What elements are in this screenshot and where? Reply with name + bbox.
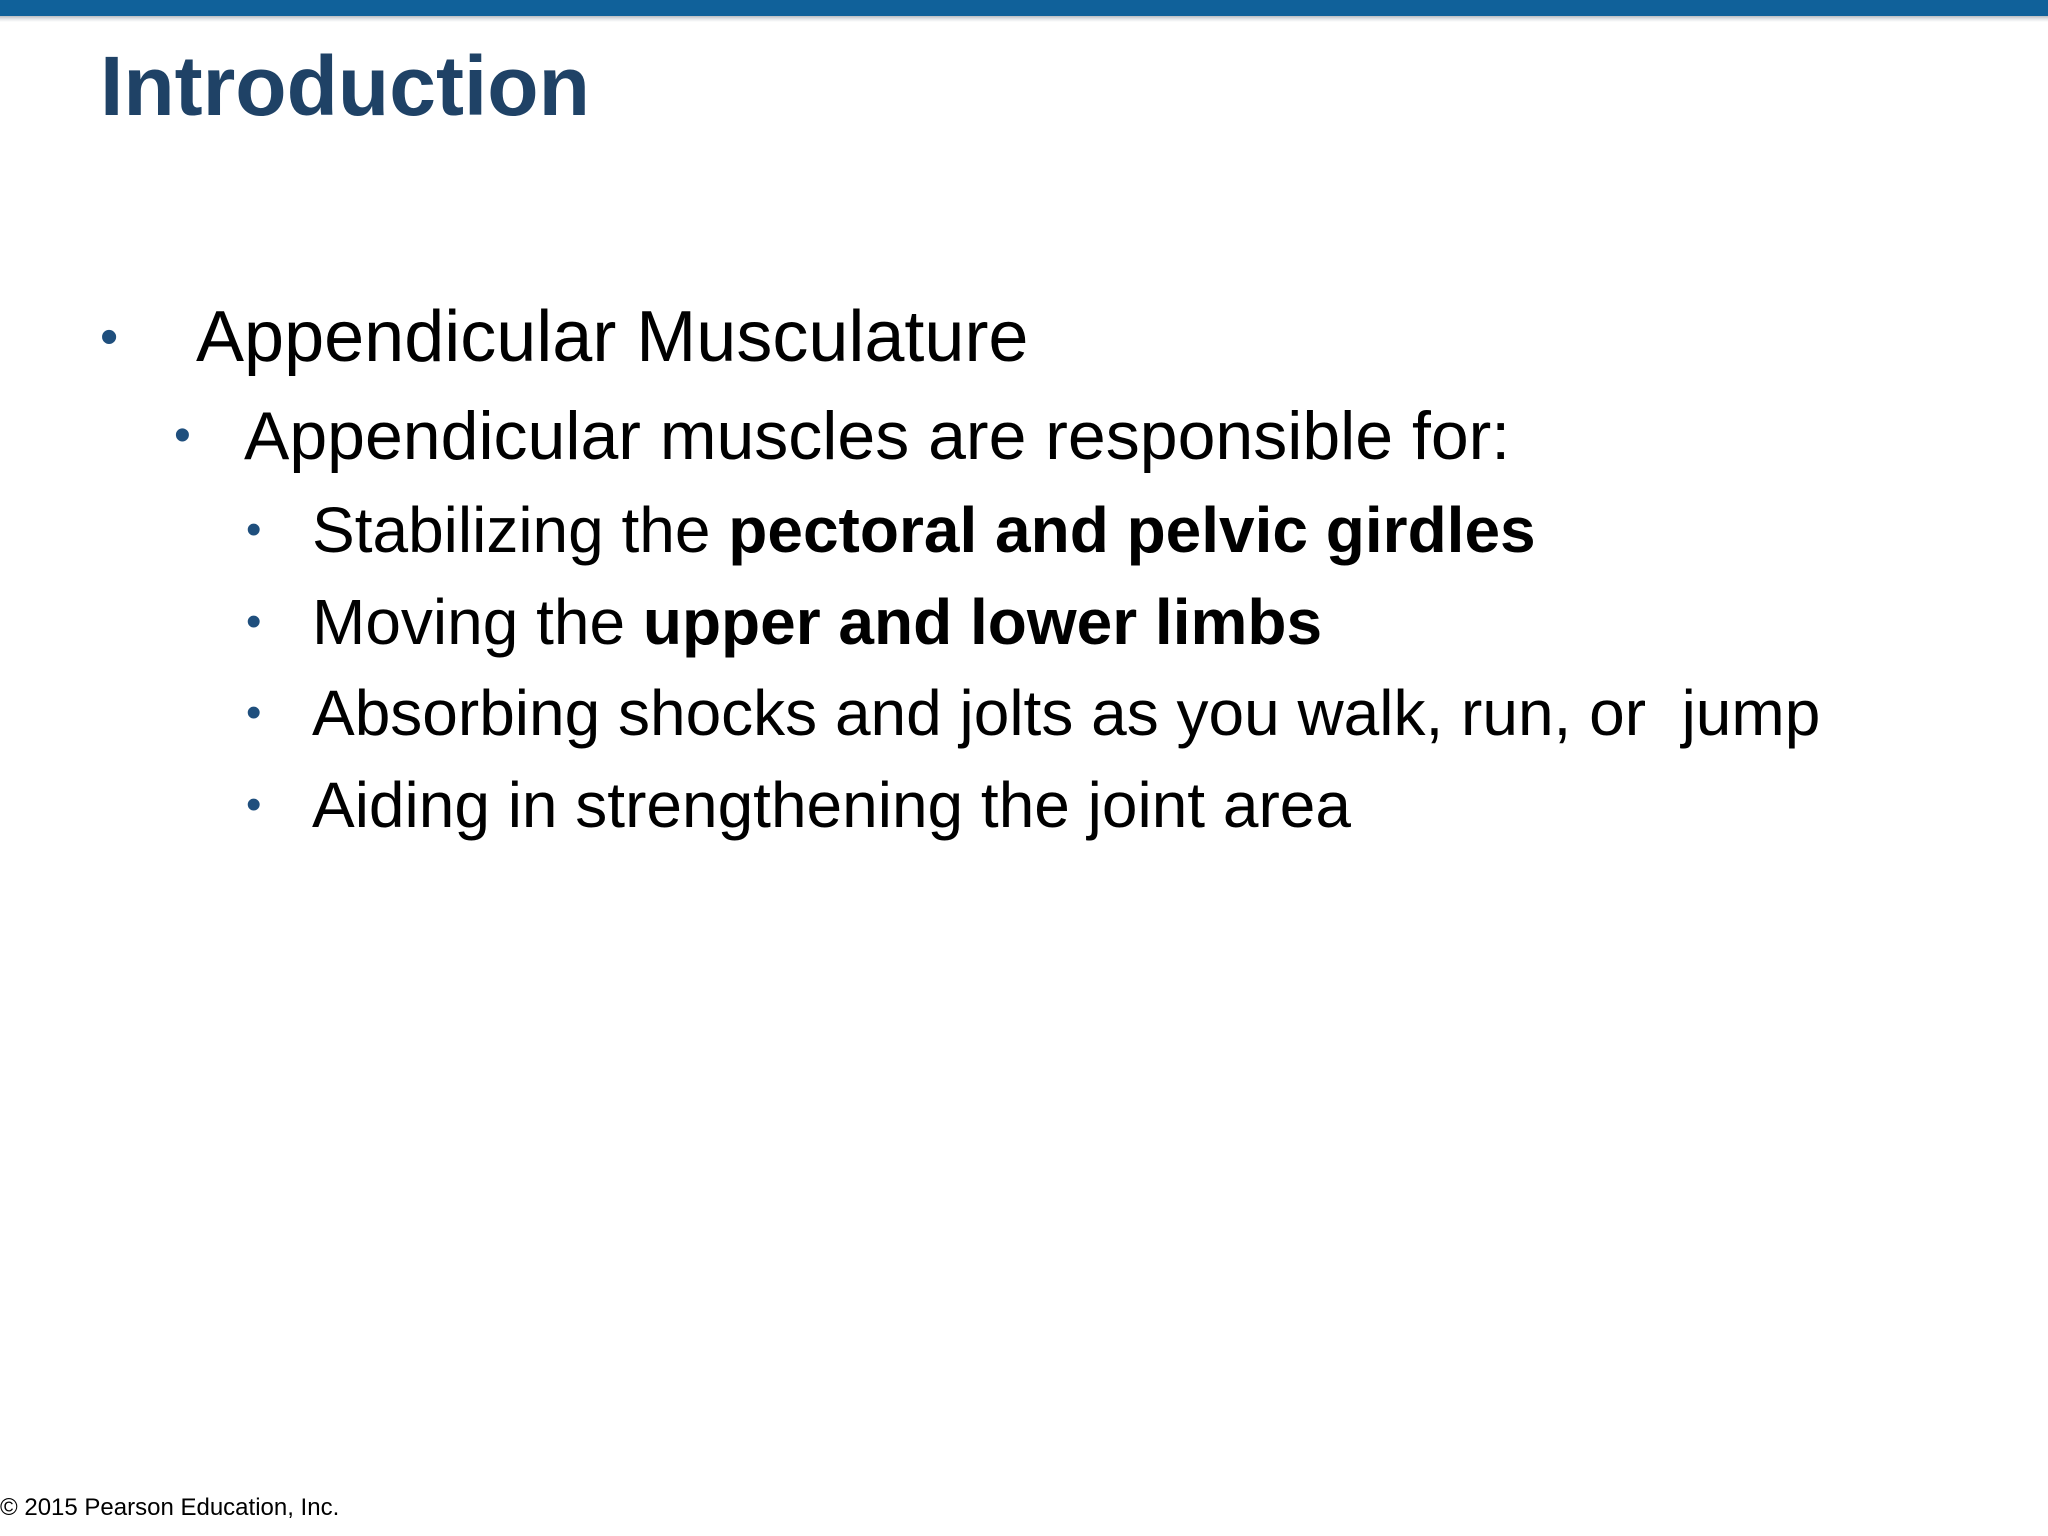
list-item [0,673,2048,753]
list-item-bold-text: pectoral and pelvic girdles [728,494,1536,566]
list-item [0,490,2048,570]
list-item-text [312,490,1536,570]
bullet-dot-icon: • [246,597,262,646]
copyright-footer: © 2015 Pearson Education, Inc. [0,1494,340,1521]
list-item-normal-text: Stabilizing the [312,494,729,566]
list-item-text [312,673,1820,753]
list-item-text [312,765,1351,845]
bullet-dot-icon: • [246,780,262,829]
list-item-bold-text: upper and lower limbs [642,586,1323,658]
bullet-dot-icon: • [246,505,262,554]
bullet-dot-icon: • [246,688,262,737]
list-item [0,765,2048,845]
list-item-normal-text: Aiding in strengthening the joint area [312,769,1351,841]
bullet-level1-text: Appendicular Musculature [196,297,1029,377]
bullet-dot-icon: • [100,308,119,366]
list-item-text [312,582,1322,662]
bullet-level2-text: Appendicular muscles are responsible for: [244,398,1511,474]
list-item-normal-text: Moving the [312,586,643,658]
top-accent-bar [0,0,2048,16]
top-bar-shadow [0,16,2048,22]
list-item-normal-text: Absorbing shocks and jolts as you walk, run, or jump [312,677,1821,749]
list-item [0,582,2048,662]
bullet-level1 [0,292,2048,382]
bullet-level2 [0,393,2048,479]
slide-title: Introduction [100,39,590,133]
bullet-dot-icon: • [174,409,191,462]
